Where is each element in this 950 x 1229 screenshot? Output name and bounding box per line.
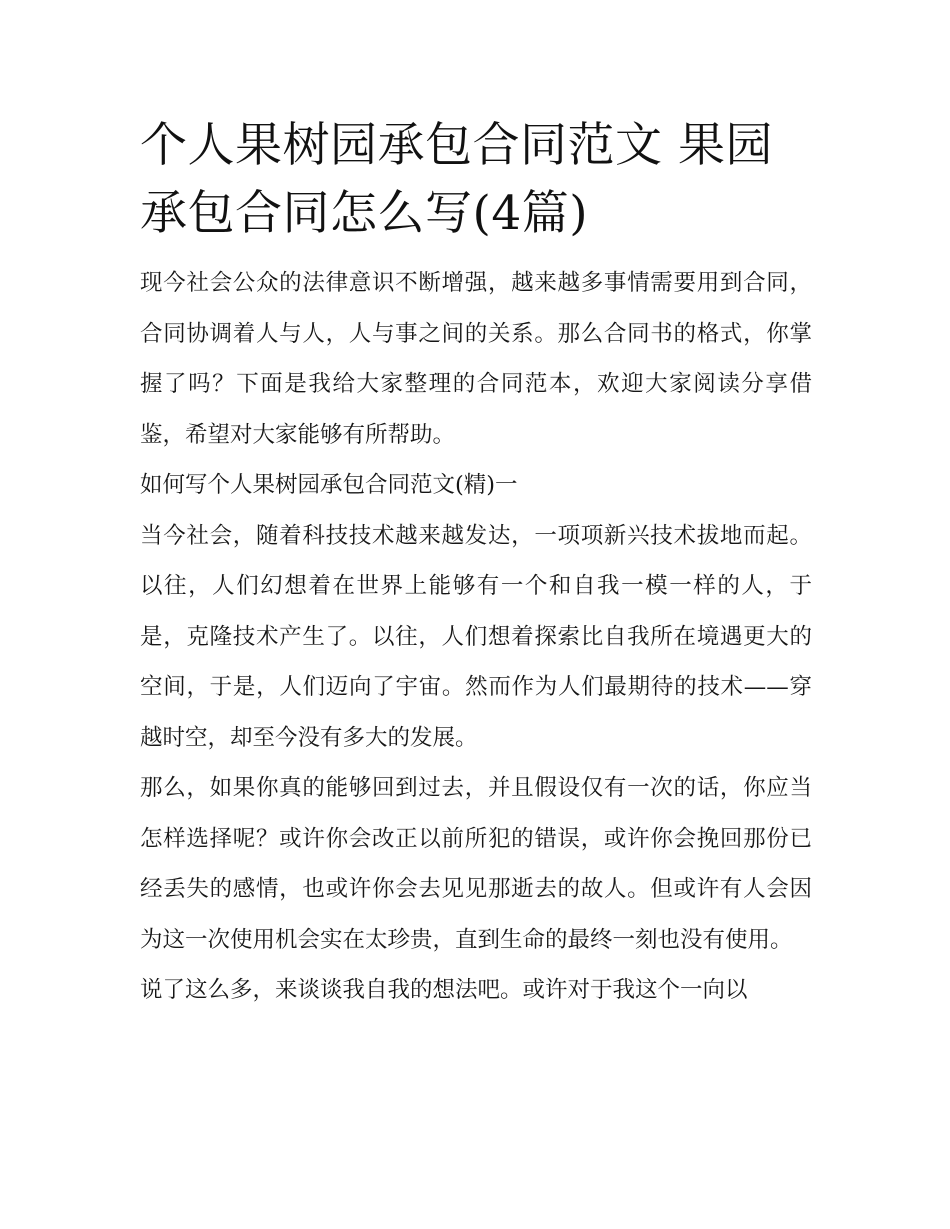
intro-paragraph: 现今社会公众的法律意识不断增强，越来越多事情需要用到合同，合同协调着人与人，人与事之间的关系。那么合同书的格式，你掌握了吗？下面是我给大家整理的合同范本，欢迎大家阅读分享借鉴，希望对大家能够有所帮助。 bbox=[140, 270, 812, 448]
document-content bbox=[140, 112, 812, 1016]
document-title: 个人果树园承包合同范文 果园承包合同怎么写(4篇) bbox=[140, 118, 773, 241]
body-paragraph-3: 说了这么多，来谈谈我自我的想法吧。或许对于我这个一向以 bbox=[140, 977, 748, 1003]
body-paragraph-2: 那么，如果你真的能够回到过去，并且假设仅有一次的话，你应当怎样选择呢？或许你会改正以前所犯的错误，或许你会挽回那份已经丢失的感情，也或许你会去见见那逝去的故人。但或许有人会因为这一次使用机会实在太珍贵，直到生命的最终一刻也没有使用。 bbox=[140, 775, 812, 953]
body-paragraph-1: 当今社会，随着科技技术越来越发达，一项项新兴技术拔地而起。以往，人们幻想着在世界上能够有一个和自我一模一样的人，于是，克隆技术产生了。以往，人们想着探索比自我所在境遇更大的空间，于是，人们迈向了宇宙。然而作为人们最期待的技术——穿越时空，却至今没有多大的发展。 bbox=[140, 522, 812, 751]
section-heading: 如何写个人果树园承包合同范文(精)一 bbox=[140, 472, 518, 498]
